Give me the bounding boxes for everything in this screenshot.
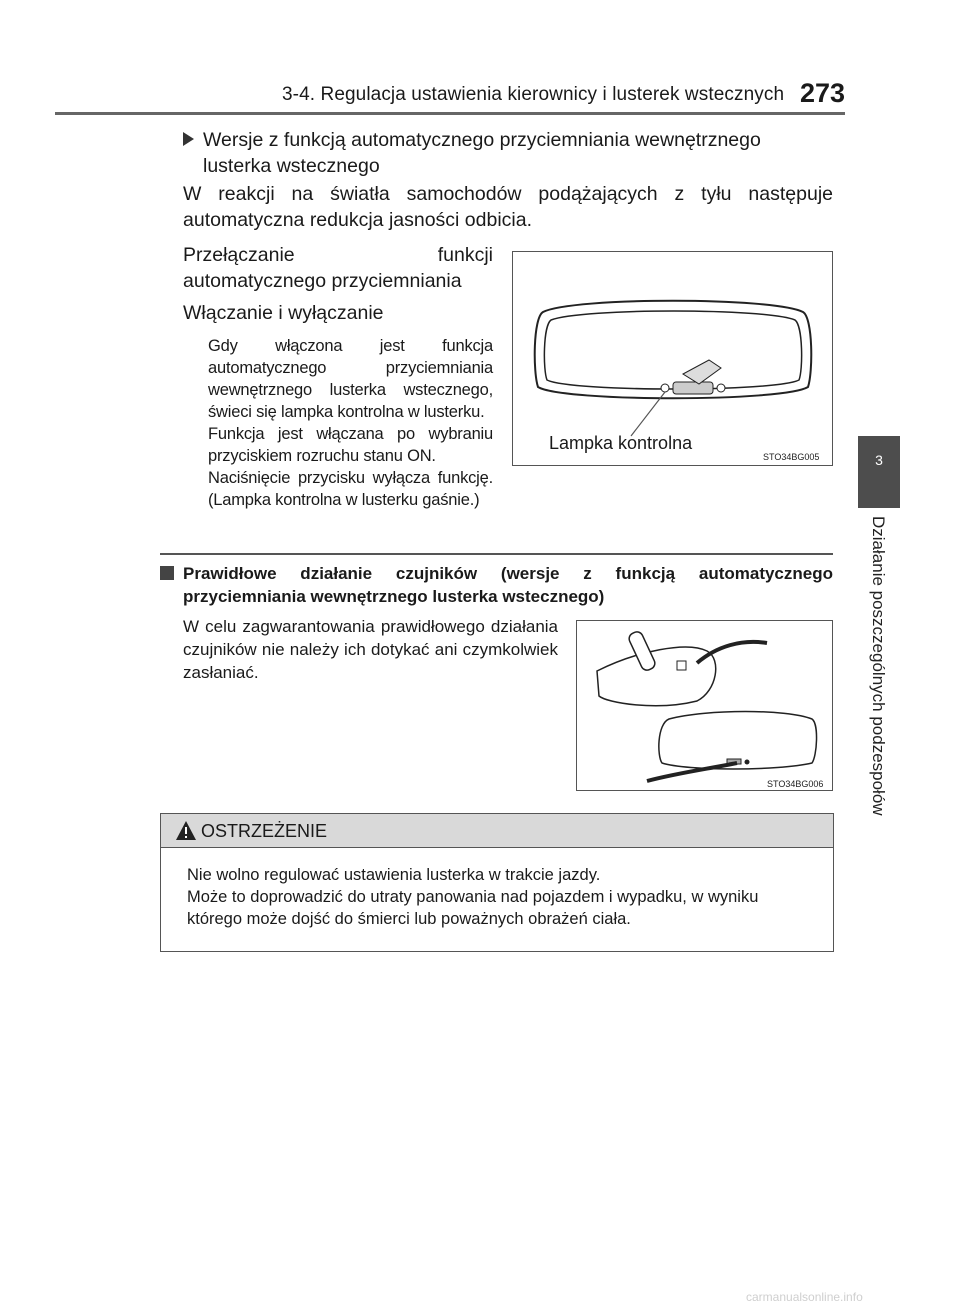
- detail-text: [208, 335, 493, 511]
- warning-header: [161, 814, 833, 848]
- figure-code-2: STO34BG006: [767, 779, 824, 789]
- chapter-tab: [858, 436, 900, 508]
- chapter-number: 3: [875, 452, 883, 468]
- chapter-label: Działanie poszczególnych podzespołów: [869, 516, 888, 816]
- section-divider: [160, 553, 833, 555]
- sensor-heading-text: Prawidłowe działanie czujników (wersje z funkcją automatycznego przyciemniania wewnętrznego lusterka wstecznego): [183, 564, 833, 606]
- detail-line-2: Funkcja jest włączana po wybraniu przyciskiem rozruchu stanu ON.: [208, 425, 493, 465]
- warning-line-2: Może to doprowadzić do utraty panowania nad pojazdem i wypadku, w wyniku którego może dojść do śmierci lub poważnych obrażeń ciała.: [187, 888, 759, 928]
- header-title: 3-4. Regulacja ustawienia kierownicy i lusterek wstecznych: [282, 84, 785, 105]
- section-paragraph: W reakcji na światła samochodów podążających z tyłu następuje automatyczna redukcja jasności odbicia.: [183, 183, 833, 231]
- indicator-callout: Lampka kontrolna: [549, 433, 693, 453]
- sensor-heading: [183, 562, 833, 608]
- figure-code: STO34BG005: [763, 452, 820, 462]
- detail-line-1: Gdy włączona jest funkcja automatycznego przyciemniania wewnętrznego lusterka wstecznego, świeci się lampka kontrolna w lusterku.: [208, 337, 493, 421]
- warning-box: [160, 813, 834, 952]
- section-heading: [183, 127, 833, 179]
- sensor-paragraph: W celu zagwarantowania prawidłowego działania czujników nie należy ich dotykać ani czymkolwiek zasłaniać.: [183, 617, 558, 682]
- watermark: carmanualsonline.info: [746, 1290, 863, 1304]
- warning-line-1: Nie wolno regulować ustawienia lusterka w trakcie jazdy.: [187, 866, 601, 884]
- warning-title: OSTRZEŻENIE: [201, 821, 328, 841]
- sub-heading-2: Włączanie i wyłączanie: [183, 302, 384, 324]
- warning-triangle-icon: [175, 820, 197, 841]
- bullet-square-icon: [160, 566, 174, 580]
- section-heading-text: Wersje z funkcją automatycznego przyciemniania wewnętrznego lusterka wstecznego: [203, 129, 761, 177]
- sensor-illustration: [577, 621, 832, 790]
- header-divider: [55, 112, 845, 115]
- page-number: 273: [800, 78, 846, 108]
- warning-body: [187, 864, 817, 930]
- sensor-figure: [576, 620, 833, 791]
- detail-line-3: Naciśnięcie przycisku wyłącza funkcję. (Lampka kontrolna w lusterku gaśnie.): [208, 469, 493, 509]
- sub-heading: Przełączanie funkcji automatycznego przyciemniania: [183, 244, 493, 292]
